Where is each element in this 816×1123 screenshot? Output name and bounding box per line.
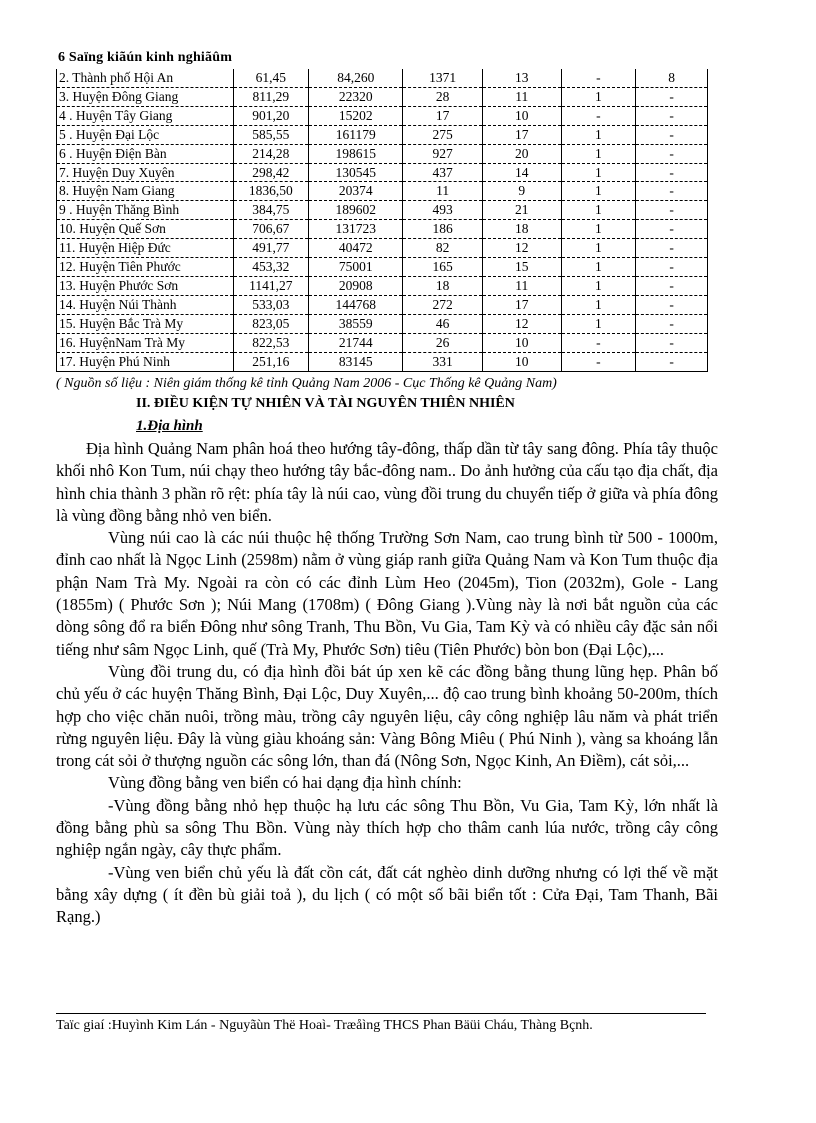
table-cell: 15. Huyện Bắc Trà My: [57, 314, 234, 333]
table-cell: -: [636, 239, 708, 258]
table-row: [57, 295, 708, 314]
table-cell: -: [636, 106, 708, 125]
table-cell: 26: [403, 333, 482, 352]
table-cell: 82: [403, 239, 482, 258]
table-cell: 214,28: [233, 144, 309, 163]
table-cell: 5 . Huyện Đại Lộc: [57, 125, 234, 144]
table-cell: -: [636, 352, 708, 371]
table-cell: 331: [403, 352, 482, 371]
table-cell: -: [561, 106, 636, 125]
table-cell: 144768: [309, 295, 403, 314]
table-row: [57, 276, 708, 295]
table-cell: -: [561, 69, 636, 87]
table-cell: 9 . Huyện Thăng Bình: [57, 201, 234, 220]
table-cell: 198615: [309, 144, 403, 163]
table-row: [57, 87, 708, 106]
table-cell: 384,75: [233, 201, 309, 220]
table-cell: 6 . Huyện Điện Bàn: [57, 144, 234, 163]
table-cell: 12: [482, 314, 561, 333]
table-cell: 1: [561, 87, 636, 106]
table-cell: -: [561, 352, 636, 371]
table-cell: 13: [482, 69, 561, 87]
table-cell: 298,42: [233, 163, 309, 182]
table-cell: 1371: [403, 69, 482, 87]
table-cell: 12: [482, 239, 561, 258]
table-cell: 15: [482, 258, 561, 277]
table-cell: -: [636, 182, 708, 201]
paragraph-plains-intro: Vùng đồng bằng ven biển có hai dạng địa hình chính:: [108, 773, 462, 793]
table-cell: 16. HuyệnNam Trà My: [57, 333, 234, 352]
table-row: [57, 69, 708, 87]
district-table: [56, 69, 708, 372]
table-cell: 14: [482, 163, 561, 182]
table-cell: 14. Huyện Núi Thành: [57, 295, 234, 314]
table-cell: 1: [561, 295, 636, 314]
table-cell: 493: [403, 201, 482, 220]
table-cell: -: [636, 276, 708, 295]
table-cell: 12. Huyện Tiên Phước: [57, 258, 234, 277]
table-cell: 8: [636, 69, 708, 87]
table-cell: 1: [561, 182, 636, 201]
table-cell: -: [636, 125, 708, 144]
table-row: [57, 258, 708, 277]
table-cell: 1: [561, 314, 636, 333]
table-row: [57, 352, 708, 371]
table-cell: 17. Huyện Phú Ninh: [57, 352, 234, 371]
table-row: [57, 220, 708, 239]
table-cell: 10: [482, 333, 561, 352]
table-cell: 927: [403, 144, 482, 163]
table-cell: 1: [561, 258, 636, 277]
paragraph-mountains: Vùng núi cao là các núi thuộc hệ thống Trường Sơn Nam, cao trung bình từ 500 - 1000m, đỉnh cao nhất là Ngọc Linh (2598m) nằm ở vùng giáp ranh giữa Quảng Nam và Kon Tum thuộc địa phận Nam Trà My. Ngoài ra còn có các đỉnh Lùm Heo (2045m), Tion (2032m), Gole - Lang (1855m) ( Phước Sơn ); Núi Mang (1708m) ( Đông Giang ).Vùng này là nơi bắt nguồn của các dòng sông đổ ra biển Đông như sông Tranh, Thu Bồn, Vu Gia, Tam Kỳ và có nhiều cây đặc sản nổi tiếng như sâm Ngọc Linh, quế (Trà My, Phước Sơn) tiêu (Tiên Phước) bòn bon (Đại Lộc),...: [56, 528, 718, 659]
table-cell: -: [636, 258, 708, 277]
table-cell: 61,45: [233, 69, 309, 87]
table-cell: -: [636, 314, 708, 333]
table-cell: 20908: [309, 276, 403, 295]
table-cell: 28: [403, 87, 482, 106]
table-cell: 83145: [309, 352, 403, 371]
table-cell: 901,20: [233, 106, 309, 125]
table-row: [57, 333, 708, 352]
table-row: [57, 314, 708, 333]
table-cell: 10. Huyện Quế Sơn: [57, 220, 234, 239]
table-cell: 13. Huyện Phước Sơn: [57, 276, 234, 295]
table-cell: 491,77: [233, 239, 309, 258]
table-cell: 189602: [309, 201, 403, 220]
table-row: [57, 144, 708, 163]
table-cell: -: [636, 295, 708, 314]
paragraph-midlands: Vùng đồi trung du, có địa hình đồi bát úp xen kẽ các đồng bằng thung lũng hẹp. Phân bố chủ yếu ở các huyện Thăng Bình, Đại Lộc, Duy Xuyên,... độ cao trung bình khoảng 50-200m, thích hợp cho việc chăn nuôi, trồng màu, trồng cây nguyên liệu, cây công nghiệp lâu năm và phát triển rừng nguyên liệu. Đây là vùng giàu khoáng sản: Vàng Bông Miêu ( Phú Ninh ), vàng sa khoáng lẫn trong cát sỏi ở thượng nguồn các sông lớn, than đá (Nông Sơn, Ngọc Kinh, An Điềm), cát sỏi,...: [56, 661, 718, 771]
table-cell: 2. Thành phố Hội An: [57, 69, 234, 87]
page-header: 6 Saïng kiãún kinh nghiãûm: [58, 50, 233, 65]
table-cell: 165: [403, 258, 482, 277]
table-cell: 22320: [309, 87, 403, 106]
table-row: [57, 182, 708, 201]
table-cell: 453,32: [233, 258, 309, 277]
table-cell: -: [636, 333, 708, 352]
table-cell: 1836,50: [233, 182, 309, 201]
table-cell: 1141,27: [233, 276, 309, 295]
body-text: [56, 438, 718, 929]
table-cell: -: [561, 333, 636, 352]
table-cell: 17: [403, 106, 482, 125]
table-cell: 251,16: [233, 352, 309, 371]
subsection-title: 1.Địa hình: [136, 418, 203, 434]
table-cell: 17: [482, 295, 561, 314]
table-cell: 17: [482, 125, 561, 144]
table-cell: 10: [482, 106, 561, 125]
table-cell: 10: [482, 352, 561, 371]
table-cell: 20374: [309, 182, 403, 201]
table-cell: 823,05: [233, 314, 309, 333]
footer-divider: [56, 1013, 706, 1014]
table-cell: 585,55: [233, 125, 309, 144]
table-cell: 275: [403, 125, 482, 144]
paragraph-terrain-overview: Địa hình Quảng Nam phân hoá theo hướng tây-đông, thấp dần từ tây sang đông. Phía tây thuộc khối nhô Kon Tum, núi chạy theo hướng tây bắc-đông nam.. Do ảnh hưởng của cấu tạo địa chất, địa hình chia thành 3 phần rõ rệt: phía tây là núi cao, vùng đồi trung du chuyển tiếp ở giữa và phía đông là vùng đồng bằng nhỏ ven biển.: [56, 439, 718, 525]
table-cell: 18: [403, 276, 482, 295]
table-cell: 130545: [309, 163, 403, 182]
table-cell: 21: [482, 201, 561, 220]
table-cell: 18: [482, 220, 561, 239]
table-cell: 40472: [309, 239, 403, 258]
table-cell: -: [636, 163, 708, 182]
table-cell: 15202: [309, 106, 403, 125]
table-cell: 131723: [309, 220, 403, 239]
table-cell: 11: [482, 276, 561, 295]
table-cell: 161179: [309, 125, 403, 144]
section-title: II. ĐIỀU KIỆN TỰ NHIÊN VÀ TÀI NGUYÊN THIÊN NHIÊN: [136, 396, 515, 411]
table-row: [57, 163, 708, 182]
table-cell: -: [636, 201, 708, 220]
table-cell: 1: [561, 239, 636, 258]
table-cell: 46: [403, 314, 482, 333]
table-cell: 186: [403, 220, 482, 239]
table-cell: 533,03: [233, 295, 309, 314]
table-cell: 8. Huyện Nam Giang: [57, 182, 234, 201]
table-cell: 272: [403, 295, 482, 314]
table-cell: 1: [561, 201, 636, 220]
table-row: [57, 201, 708, 220]
table-row: [57, 106, 708, 125]
table-cell: 9: [482, 182, 561, 201]
table-cell: 20: [482, 144, 561, 163]
table-cell: -: [636, 87, 708, 106]
source-note: ( Nguồn số liệu : Niên giám thống kê tỉnh Quảng Nam 2006 - Cục Thống kê Quảng Nam): [56, 376, 557, 391]
paragraph-plains-river: -Vùng đồng bằng nhỏ hẹp thuộc hạ lưu các sông Thu Bồn, Vu Gia, Tam Kỳ, lớn nhất là đồng bằng phù sa sông Thu Bồn. Vùng này thích hợp cho thâm canh lúa nước, trồng cây công nghiệp ngắn ngày, cây thực phẩm.: [56, 795, 718, 860]
table-cell: 1: [561, 144, 636, 163]
table-cell: 7. Huyện Duy Xuyên: [57, 163, 234, 182]
table-cell: 11. Huyện Hiệp Đức: [57, 239, 234, 258]
table-cell: 75001: [309, 258, 403, 277]
paragraph-plains-coast: -Vùng ven biển chủ yếu là đất cồn cát, đất cát nghèo dinh dưỡng nhưng có lợi thế về mặt bằng xây dựng ( ít đền bù giải toả ), du lịch ( có một số bãi biển tốt : Cửa Đại, Tam Thanh, Bãi Rạng.): [56, 862, 718, 927]
table-cell: 38559: [309, 314, 403, 333]
table-cell: -: [636, 144, 708, 163]
table-cell: 811,29: [233, 87, 309, 106]
table-cell: -: [636, 220, 708, 239]
table-row: [57, 125, 708, 144]
page-footer: Taïc giaí :Huyình Kim Lán - Nguyãùn Thë Hoaì- Træåìng THCS Phan Bäüi Cháu, Thàng Bçnh.: [56, 1018, 593, 1033]
table-cell: 4 . Huyện Tây Giang: [57, 106, 234, 125]
table-cell: 21744: [309, 333, 403, 352]
table-row: [57, 239, 708, 258]
table-cell: 3. Huyện Đông Giang: [57, 87, 234, 106]
table-cell: 1: [561, 276, 636, 295]
table-cell: 11: [403, 182, 482, 201]
table-cell: 437: [403, 163, 482, 182]
table-cell: 84,260: [309, 69, 403, 87]
table-cell: 1: [561, 163, 636, 182]
table-cell: 706,67: [233, 220, 309, 239]
table-cell: 1: [561, 125, 636, 144]
table-cell: 1: [561, 220, 636, 239]
table-cell: 822,53: [233, 333, 309, 352]
table-cell: 11: [482, 87, 561, 106]
